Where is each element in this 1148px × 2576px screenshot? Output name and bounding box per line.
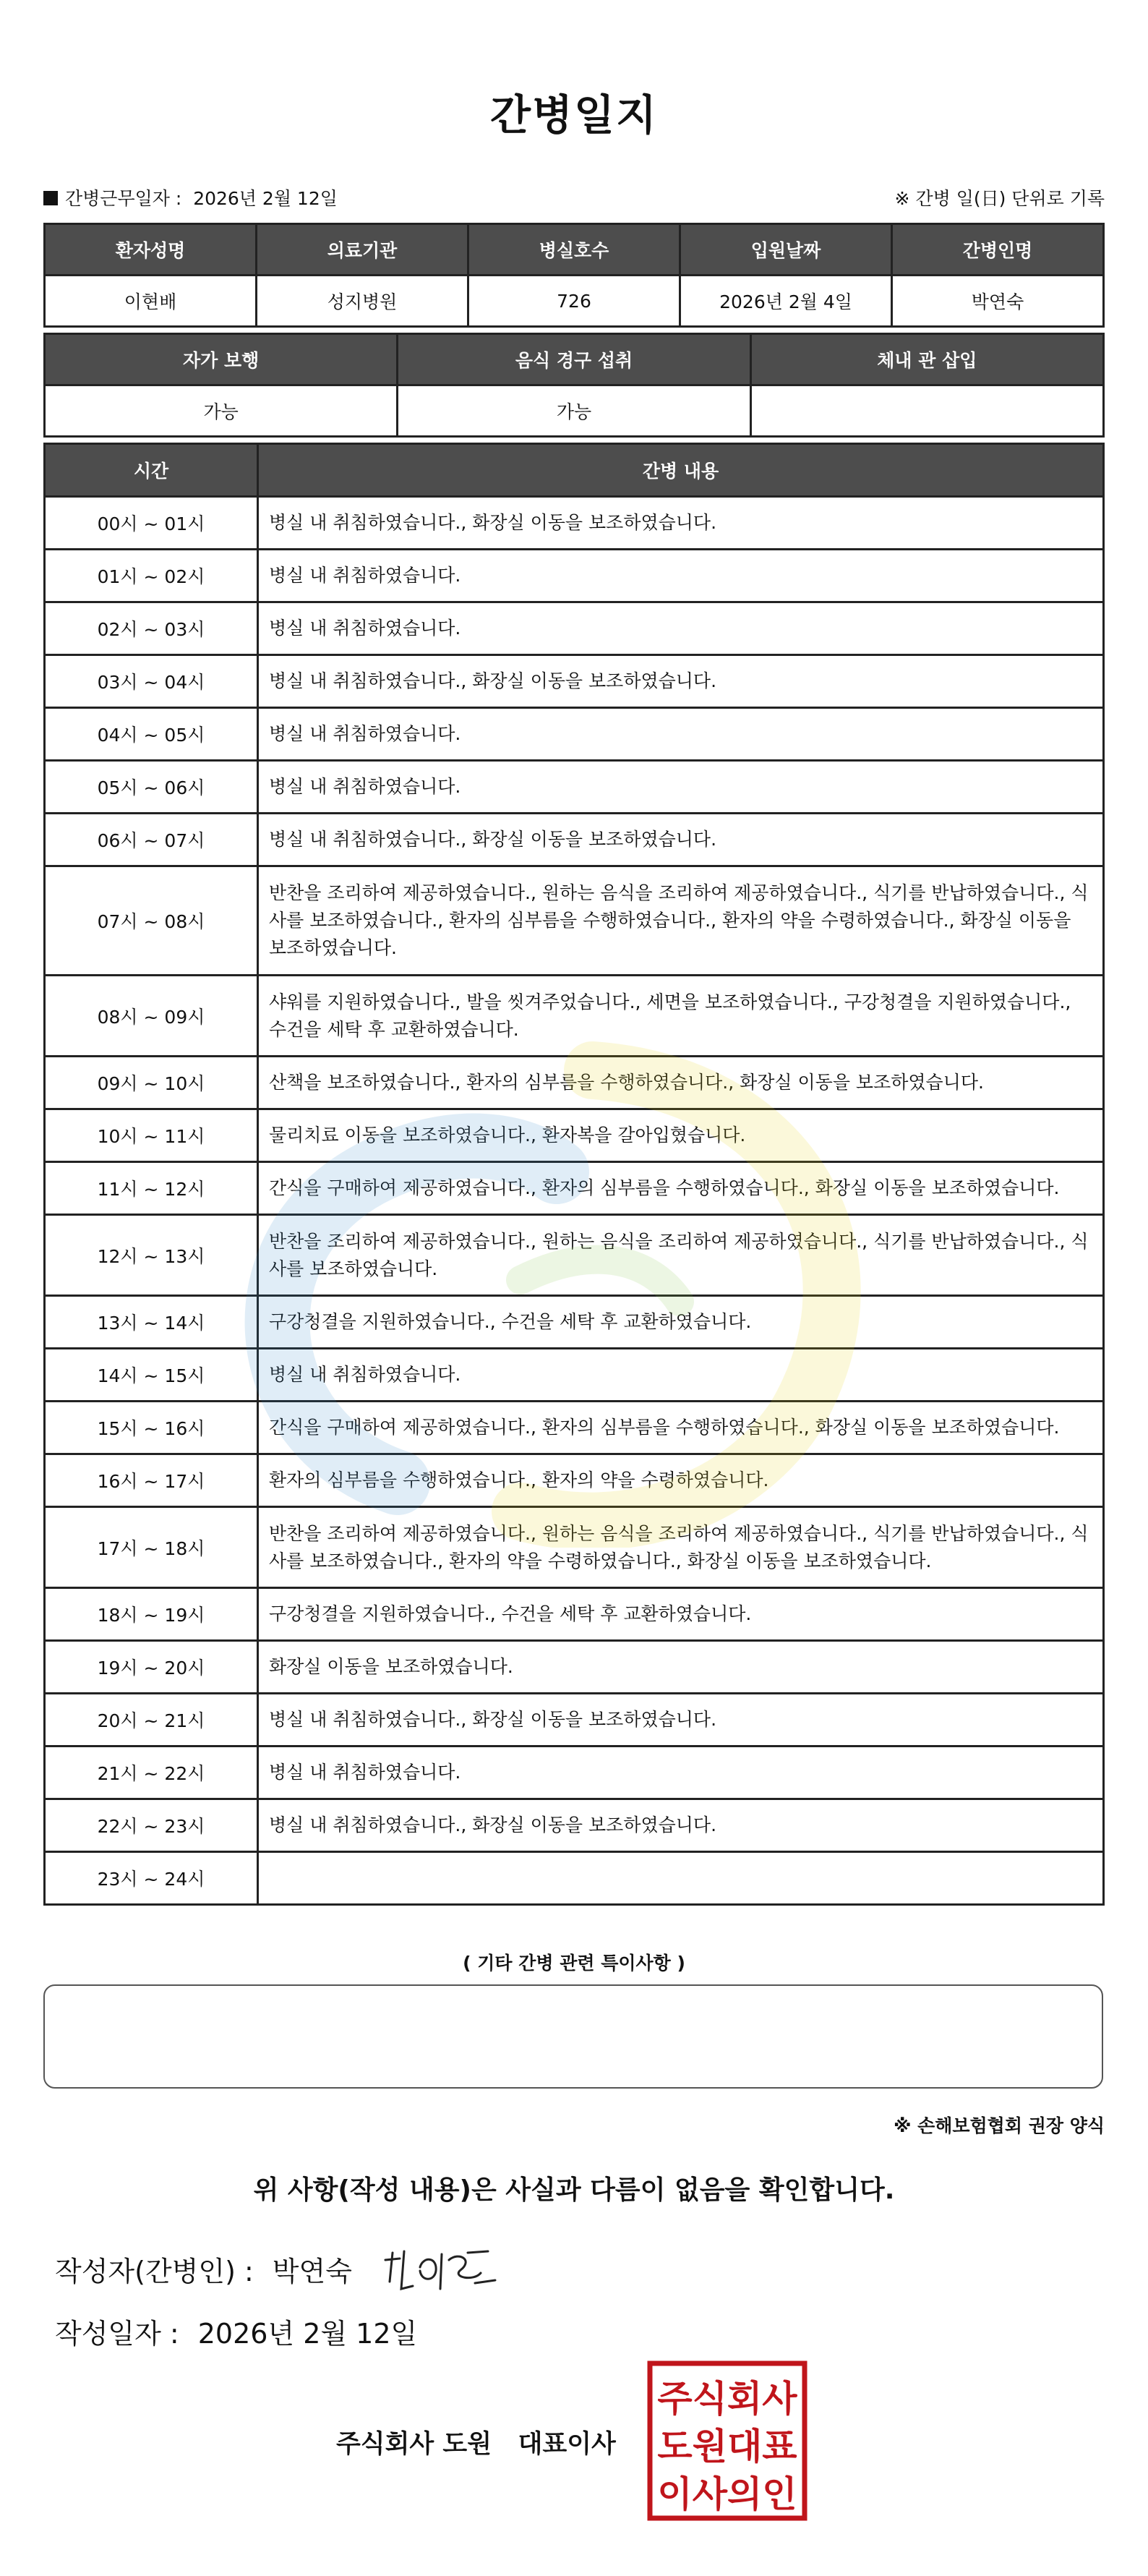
- header-time: 시간: [45, 444, 258, 497]
- log-time: 10시 ~ 11시: [45, 1109, 258, 1162]
- log-content: 산책을 보조하였습니다., 환자의 심부름을 수행하였습니다., 화장실 이동을 보조하였습니다.: [258, 1057, 1104, 1109]
- log-content: 구강청결을 지원하였습니다., 수건을 세탁 후 교환하였습니다.: [258, 1588, 1104, 1641]
- header-admit-date: 입원날짜: [680, 224, 892, 276]
- log-time: 15시 ~ 16시: [45, 1402, 258, 1454]
- log-content: 병실 내 취침하였습니다.: [258, 1747, 1104, 1799]
- seal-line-2: 도원대표: [657, 2426, 797, 2468]
- header-patient-name: 환자성명: [45, 224, 257, 276]
- log-time: 22시 ~ 23시: [45, 1799, 258, 1852]
- patient-name: 이현배: [45, 276, 257, 327]
- log-content: 병실 내 취침하였습니다., 화장실 이동을 보조하였습니다.: [258, 814, 1104, 866]
- log-row: [45, 814, 1104, 866]
- log-time: 12시 ~ 13시: [45, 1215, 258, 1296]
- form-note: ※ 손해보험협회 권장 양식: [894, 2115, 1105, 2136]
- log-content: 환자의 심부름을 수행하였습니다., 환자의 약을 수령하였습니다.: [258, 1454, 1104, 1507]
- header-walking: 자가 보행: [45, 334, 398, 385]
- log-row: [45, 1747, 1104, 1799]
- seal-line-3: 이사의인: [657, 2473, 797, 2515]
- log-time: 16시 ~ 17시: [45, 1454, 258, 1507]
- log-content: 샤워를 지원하였습니다., 발을 씻겨주었습니다., 세면을 보조하였습니다., 구강청결을 지원하였습니다., 수건을 세탁 후 교환하였습니다.: [258, 976, 1104, 1057]
- log-row: [45, 1799, 1104, 1852]
- log-time: 04시 ~ 05시: [45, 708, 258, 761]
- walking-value: 가능: [45, 385, 398, 437]
- tube-value: [750, 385, 1103, 437]
- header-content: 간병 내용: [258, 444, 1104, 497]
- log-content: 병실 내 취침하였습니다.: [258, 761, 1104, 814]
- log-row: [45, 1588, 1104, 1641]
- header-caregiver: 간병인명: [892, 224, 1104, 276]
- log-content: 반찬을 조리하여 제공하였습니다., 원하는 음식을 조리하여 제공하였습니다., 식기를 반납하였습니다., 식사를 보조하였습니다.: [258, 1215, 1104, 1296]
- square-bullet-icon: [43, 191, 58, 205]
- log-row: [45, 761, 1104, 814]
- log-row: [45, 1852, 1104, 1905]
- log-header-row: [45, 444, 1104, 497]
- log-content: 병실 내 취침하였습니다.: [258, 550, 1104, 602]
- log-time: 23시 ~ 24시: [45, 1852, 258, 1905]
- signature-icon: [380, 2238, 502, 2303]
- log-time: 13시 ~ 14시: [45, 1296, 258, 1349]
- log-content: 병실 내 취침하였습니다., 화장실 이동을 보조하였습니다.: [258, 1799, 1104, 1852]
- log-time: 19시 ~ 20시: [45, 1641, 258, 1694]
- log-content: 병실 내 취침하였습니다.: [258, 1349, 1104, 1402]
- patient-header-row: [45, 224, 1104, 276]
- seal-line-1: 주식회사: [657, 2378, 797, 2420]
- log-content: 구강청결을 지원하였습니다., 수건을 세탁 후 교환하였습니다.: [258, 1296, 1104, 1349]
- log-time: 21시 ~ 22시: [45, 1747, 258, 1799]
- log-time: 14시 ~ 15시: [45, 1349, 258, 1402]
- patient-status-table: [43, 333, 1105, 438]
- unit-note: ※ 간병 일(日) 단위로 기록: [894, 188, 1105, 209]
- room-number: 726: [468, 276, 680, 327]
- work-date-label: 간병근무일자 :: [65, 188, 182, 209]
- patient-info-table: [43, 223, 1105, 328]
- log-row: [45, 708, 1104, 761]
- log-time: 11시 ~ 12시: [45, 1162, 258, 1215]
- notes-box: [43, 1984, 1103, 2089]
- log-content: 병실 내 취침하였습니다.: [258, 602, 1104, 655]
- confirmation-statement: 위 사항(작성 내용)은 사실과 다름이 없음을 확인합니다.: [253, 2175, 895, 2205]
- log-time: 05시 ~ 06시: [45, 761, 258, 814]
- log-row: [45, 1694, 1104, 1747]
- company-name: 주식회사 도원 대표이사: [336, 2430, 616, 2459]
- log-time: 03시 ~ 04시: [45, 655, 258, 708]
- log-row: [45, 866, 1104, 976]
- header-oral-intake: 음식 경구 섭취: [398, 334, 750, 385]
- log-row: [45, 602, 1104, 655]
- log-content: 화장실 이동을 보조하였습니다.: [258, 1641, 1104, 1694]
- written-date-line: [55, 2311, 417, 2351]
- log-time: 07시 ~ 08시: [45, 866, 258, 976]
- log-time: 09시 ~ 10시: [45, 1057, 258, 1109]
- log-content: 병실 내 취침하였습니다., 화장실 이동을 보조하였습니다.: [258, 655, 1104, 708]
- watermark-logo-icon: [217, 1041, 940, 1548]
- header-room: 병실호수: [468, 224, 680, 276]
- writer-name: 박연숙: [272, 2256, 352, 2287]
- log-time: 17시 ~ 18시: [45, 1507, 258, 1588]
- header-hospital: 의료기관: [257, 224, 468, 276]
- log-time: 02시 ~ 03시: [45, 602, 258, 655]
- admit-date: 2026년 2월 4일: [680, 276, 892, 327]
- log-row: [45, 1641, 1104, 1694]
- caregiver-name: 박연숙: [892, 276, 1104, 327]
- status-value-row: [45, 385, 1104, 437]
- log-time: 06시 ~ 07시: [45, 814, 258, 866]
- log-content: 간식을 구매하여 제공하였습니다., 환자의 심부름을 수행하였습니다., 화장실 이동을 보조하였습니다.: [258, 1402, 1104, 1454]
- log-time: 01시 ~ 02시: [45, 550, 258, 602]
- writer-line: [55, 2249, 352, 2289]
- status-header-row: [45, 334, 1104, 385]
- hospital-name: 성지병원: [257, 276, 468, 327]
- written-date-value: 2026년 2월 12일: [197, 2318, 418, 2350]
- log-content: 간식을 구매하여 제공하였습니다., 환자의 심부름을 수행하였습니다., 화장실 이동을 보조하였습니다.: [258, 1162, 1104, 1215]
- writer-label: 작성자(간병인) :: [55, 2256, 254, 2287]
- work-date: [43, 184, 338, 210]
- log-content: 병실 내 취침하였습니다., 화장실 이동을 보조하였습니다.: [258, 497, 1104, 550]
- log-content: 병실 내 취침하였습니다.: [258, 708, 1104, 761]
- company-seal-icon: [646, 2359, 809, 2522]
- page-title: 간병일지: [489, 90, 659, 140]
- log-content: 반찬을 조리하여 제공하였습니다., 원하는 음식을 조리하여 제공하였습니다., 식기를 반납하였습니다., 식사를 보조하였습니다., 환자의 심부름을 수행하였습니다., 환자의 약을 수령하였습니다., 화장실 이동을 보조하였습니다.: [258, 866, 1104, 976]
- log-content: 반찬을 조리하여 제공하였습니다., 원하는 음식을 조리하여 제공하였습니다., 식기를 반납하였습니다., 식사를 보조하였습니다., 환자의 약을 수령하였습니다., 화장실 이동을 보조하였습니다.: [258, 1507, 1104, 1588]
- oral-intake-value: 가능: [398, 385, 750, 437]
- log-content: 병실 내 취침하였습니다., 화장실 이동을 보조하였습니다.: [258, 1694, 1104, 1747]
- log-time: 08시 ~ 09시: [45, 976, 258, 1057]
- written-date-label: 작성일자 :: [55, 2318, 179, 2350]
- notes-title: ( 기타 간병 관련 특이사항 ): [463, 1953, 685, 1974]
- log-row: [45, 655, 1104, 708]
- patient-value-row: [45, 276, 1104, 327]
- log-time: 18시 ~ 19시: [45, 1588, 258, 1641]
- log-time: 20시 ~ 21시: [45, 1694, 258, 1747]
- log-content: 물리치료 이동을 보조하였습니다., 환자복을 갈아입혔습니다.: [258, 1109, 1104, 1162]
- log-row: [45, 550, 1104, 602]
- header-tube: 체내 관 삽입: [750, 334, 1103, 385]
- work-date-value: 2026년 2월 12일: [193, 188, 338, 209]
- log-time: 00시 ~ 01시: [45, 497, 258, 550]
- log-row: [45, 497, 1104, 550]
- log-content: [258, 1852, 1104, 1905]
